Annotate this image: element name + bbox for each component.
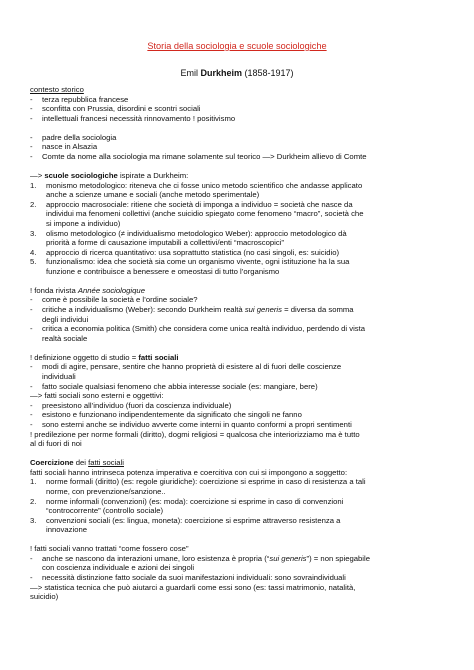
- section-heading-coercizione: Coercizione dei fatti sociali: [30, 458, 124, 468]
- list-item: - anche se nascono da interazioni umane, loro esistenza è propria (“sui generis”) = non spiegabile con coscienza individuale e azioni dei singoli: [30, 553, 370, 573]
- numbered-item: 1. monismo metodologico: riteneva che ci fosse unico metodo scientifico che andasse applicato anche a scienze umane e sociali (anche metodo sperimentale): [30, 180, 363, 200]
- numbered-item: 3. convenzioni sociali (es: lingua, moneta): coercizione si esprime attraverso resistenza a innovazione: [30, 515, 341, 535]
- list-item: - critiche a individualismo (Weber): secondo Durkheim realtà sui generis = diversa da somma degli individui: [30, 305, 354, 324]
- author-first-name: Emil: [180, 68, 201, 78]
- list-item: - critica a economia politica (Smith) che considera come unica realtà individuo, perdendo di vista realtà sociale: [30, 324, 366, 343]
- document-body: [30, 85, 452, 602]
- list-item: - modi di agire, pensare, sentire che hanno proprietà di esistere al di fuori delle coscienze individuali: [30, 362, 342, 381]
- section-heading-contesto: contesto storico: [30, 85, 84, 94]
- numbered-item: 5. funzionalismo: idea che società sia come un organismo vivente, ogni istituzione ha la sua funzione e contribuisce a benessere e omeostasi di tutto l’organismo: [30, 257, 350, 276]
- numbered-item: 2. approccio macrosociale: ritiene che società di imponga a individuo = società che nasce da individui ma fenomeni collettivi (anche suicidio spiegato come fenomeno “macro”, società che si impone a individuo): [30, 199, 364, 228]
- numbered-item: 3. olismo metodologico (≠ individualismo metodologico Weber): approccio metodologico dà priorità a forme di causazione imputabili a collettivi/enti “macroscopici”: [30, 228, 347, 248]
- list-item: - necessità distinzione fatto sociale da suoi manifestazioni individuali: sono sovraindividuali: [30, 573, 346, 583]
- numbered-item: 1. norme formali (diritto) (es: regole giuridiche): coercizione si esprime in caso di resistenza a tali norme, con prevenzione/sanzione..: [30, 477, 366, 496]
- document-title: Storia della sociologia e scuole sociologiche: [147, 41, 327, 51]
- note-line: ! predilezione per norme formali (diritto), dogmi religiosi = qualcosa che interiorizziamo ma è tutto: [30, 429, 360, 439]
- list-item: - fatto sociale qualsiasi fenomeno che abbia interesse sociale (es: mangiare, bere): [30, 381, 318, 391]
- section-heading-cose: ! fatti sociali vanno trattati “come fossero cose”: [30, 544, 189, 554]
- list-item: - Comte da nome alla sociologia ma rimane solamente sul teorico —> Durkheim allievo di Comte: [30, 151, 367, 161]
- section-heading-scuole: —> scuole sociologiche ispirate a Durkheim:: [30, 170, 189, 180]
- arrow-line: —> statistica tecnica che può aiutarci a guardarli come essi sono (es: tassi matrimonio, natalità, suicidio): [30, 582, 356, 602]
- author-years: (1858-1917): [241, 68, 294, 78]
- list-item: - sono esterni anche se individuo avverte come interni in quanto conformi a propri sentimenti: [30, 419, 352, 429]
- numbered-item: 2. norme informali (convenzioni) (es: moda): coercizione si esprime in caso di convenzioni “controcorrente” (controllo sociale): [30, 496, 344, 516]
- author-line: [0, 67, 474, 79]
- list-item: - nasce in Alsazia: [30, 142, 98, 152]
- list-item: - intellettuali francesi necessità rinnovamento ! positivismo: [30, 113, 236, 123]
- numbered-item: 4. approccio di ricerca quantitativo: usa soprattutto statistica (no casi singoli, es: suicidio): [30, 247, 340, 257]
- author-last-name: Durkheim: [200, 68, 242, 78]
- list-item: - sconfitta con Prussia, disordini e scontri sociali: [30, 104, 201, 114]
- paragraph: fatti sociali hanno intrinseca potenza imperativa e coercitiva con cui si impongono a soggetto:: [30, 467, 348, 477]
- arrow-line: —> fatti sociali sono esterni e oggettivi:: [30, 391, 164, 401]
- section-heading-annee: ! fonda rivista Année sociologique: [30, 285, 145, 295]
- list-item: - esistono e funzionano indipendentemente da significato che singoli ne fanno: [30, 410, 302, 420]
- section-heading-fatti: ! definizione oggetto di studio = fatti sociali: [30, 352, 179, 362]
- list-item: - padre della sociologia: [30, 132, 117, 142]
- list-item: - terza repubblica francese: [30, 94, 129, 104]
- note-line: al di fuori di noi: [30, 439, 82, 449]
- list-item: - come è possibile la società e l’ordine sociale?: [30, 295, 198, 305]
- list-item: - preesistono all’individuo (fuori da coscienza individuale): [30, 400, 232, 410]
